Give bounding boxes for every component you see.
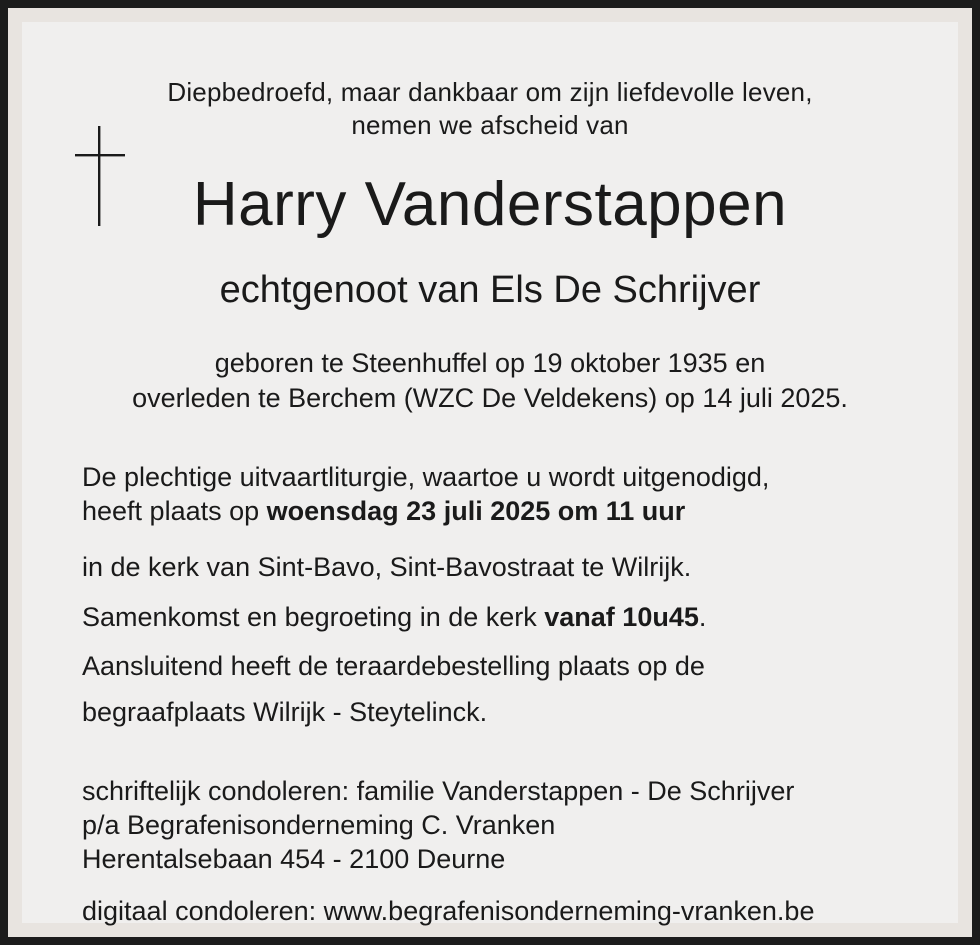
obituary-card <box>22 22 958 926</box>
digital-condolence: digitaal condoleren: www.begrafenisonderneming-vranken.be <box>82 896 815 926</box>
ceremony-line-2-prefix: heeft plaats op <box>82 496 267 526</box>
birth-line: geboren te Steenhuffel op 19 oktober 1935 en <box>214 348 766 378</box>
care-of-line: p/a Begrafenisonderneming C. Vranken <box>82 810 556 840</box>
life-dates <box>22 346 958 416</box>
intro-text <box>22 76 958 142</box>
ceremony-line-1: De plechtige uitvaartliturgie, waartoe u wordt uitgenodigd, <box>82 462 770 492</box>
address-line: Herentalsebaan 454 - 2100 Deurne <box>82 844 506 874</box>
intro-line-1: Diepbedroefd, maar dankbaar om zijn liefdevolle leven, <box>167 77 813 107</box>
gathering-line <box>82 600 962 634</box>
condolence-block <box>82 774 962 876</box>
ceremony-block <box>82 460 962 528</box>
intro-line-2: nemen we afscheid van <box>351 110 629 140</box>
gathering-prefix: Samenkomst en begroeting in de kerk <box>82 602 545 632</box>
gathering-time: vanaf 10u45 <box>544 602 699 632</box>
spouse-line: echtgenoot van Els De Schrijver <box>219 269 761 311</box>
ceremony-date-time: woensdag 23 juli 2025 om 11 uur <box>266 496 686 526</box>
gathering-suffix: . <box>698 602 707 632</box>
ceremony-line-2 <box>82 494 962 528</box>
deceased-name: Harry Vanderstappen <box>192 170 788 239</box>
burial-line-1: Aansluitend heeft de teraardebestelling plaats op de <box>82 651 705 681</box>
notice-border <box>8 8 972 937</box>
written-condolence: schriftelijk condoleren: familie Vanderstappen - De Schrijver <box>82 776 795 806</box>
death-line: overleden te Berchem (WZC De Veldekens) op 14 juli 2025. <box>132 383 848 413</box>
ceremony-location: in de kerk van Sint-Bavo, Sint-Bavostraat te Wilrijk. <box>82 552 692 582</box>
burial-line-2: begraafplaats Wilrijk - Steytelinck. <box>82 697 488 727</box>
